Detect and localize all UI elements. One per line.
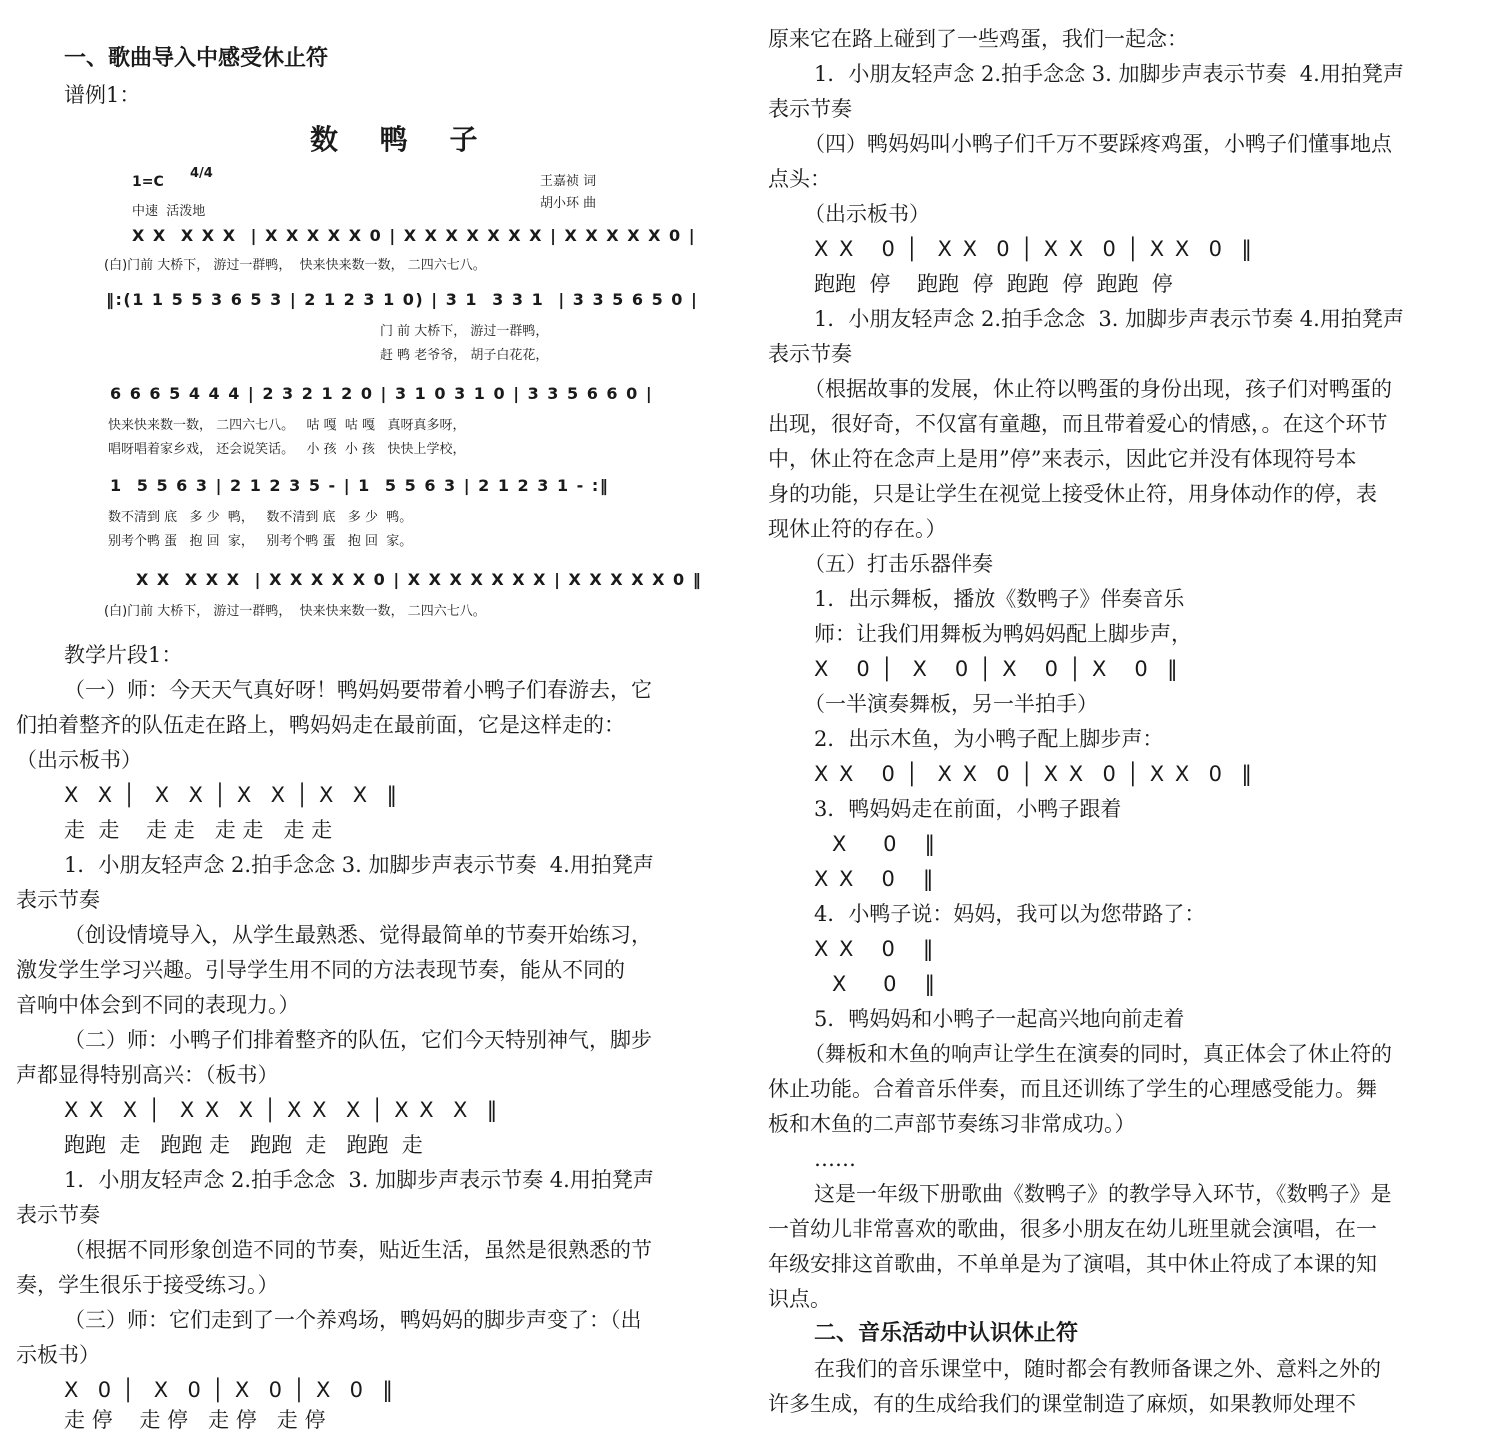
paragraph-line: 1．小朋友轻声念 2.拍手念念 3. 加脚步声表示节奏 4.用拍凳声 bbox=[814, 307, 1404, 331]
paragraph-line: （出示板书） bbox=[804, 202, 930, 226]
score-row-3-lyrics-b: 唱呀唱着家乡戏， 还会说笑话。 小 孩 小 孩 快快上学校， bbox=[108, 442, 466, 457]
paragraph-line: （一半演奏舞板，另一半拍手） bbox=[804, 692, 1098, 716]
paragraph-line: 2．出示木鱼，为小鸭子配上脚步声： bbox=[814, 727, 1164, 751]
score-lyricist: 王嘉祯 词 bbox=[540, 174, 597, 189]
paragraph-line: （五）打击乐器伴奏 bbox=[804, 552, 993, 576]
score-row-4-lyrics-b: 别考个鸭 蛋 抱 回 家， 别考个鸭 蛋 抱 回 家。 bbox=[108, 534, 413, 549]
paragraph-line: （舞板和木鱼的响声让学生在演奏的同时，真正体会了休止符的 bbox=[804, 1042, 1392, 1066]
paragraph-line: 出现，很好奇，不仅富有童趣，而且带着爱心的情感，。在这个环节 bbox=[768, 412, 1388, 436]
example-label: 谱例1： bbox=[64, 83, 141, 107]
paragraph-line: 一首幼儿非常喜欢的歌曲，很多小朋友在幼儿班里就会演唱，在一 bbox=[768, 1217, 1377, 1241]
paragraph-line: 身的功能，只是让学生在视觉上接受休止符，用身体动作的停，表 bbox=[768, 482, 1377, 506]
score-row-2-notes: ‖:(1 1 5 5 3 6 5 3 | 2 1 2 3 1 0) | 3 1 3 3 1 | 3 3 5 6 5 0 | bbox=[106, 290, 699, 309]
paragraph-line: 音响中体会到不同的表现力。） bbox=[16, 993, 300, 1017]
paragraph-line: 1．小朋友轻声念 2.拍手念念 3. 加脚步声表示节奏 4.用拍凳声 bbox=[814, 62, 1404, 86]
rhythm-line: X 0 ‖ bbox=[832, 972, 937, 996]
paragraph-line: （三）师：它们走到了一个养鸡场，鸭妈妈的脚步声变了：（出 bbox=[64, 1308, 642, 1332]
paragraph-line: 奏，学生很乐于接受练习。） bbox=[16, 1273, 279, 1297]
paragraph-line: 激发学生学习兴趣。引导学生用不同的方法表现节奏，能从不同的 bbox=[16, 958, 625, 982]
paragraph-line: （一）师：今天天气真好呀！鸭妈妈要带着小鸭子们春游去，它 bbox=[64, 678, 652, 702]
rhythm-words: 跑跑 走 跑跑 走 跑跑 走 跑跑 走 bbox=[64, 1133, 423, 1157]
paragraph-line: 中，休止符在念声上是用”停”来表示，因此它并没有体现符号本 bbox=[768, 447, 1357, 471]
score-row-3-notes: 6 6 6 5 4 4 4 | 2 3 2 1 2 0 | 3 1 0 3 1 0 | 3 3 5 6 6 0 | bbox=[110, 384, 654, 403]
rhythm-words: 走 走 走 走 走 走 走 走 bbox=[64, 818, 333, 842]
paragraph-line: 4．小鸭子说：妈妈，我可以为您带路了： bbox=[814, 902, 1206, 926]
rhythm-line: X X 0 │ X X 0 │ X X 0 │ X X 0 ‖ bbox=[814, 237, 1254, 261]
paragraph-line: 在我们的音乐课堂中，随时都会有教师备课之外、意料之外的 bbox=[814, 1357, 1381, 1381]
paragraph-line: 休止功能。合着音乐伴奏，而且还训练了学生的心理感受能力。舞 bbox=[768, 1077, 1377, 1101]
paragraph-line: （根据故事的发展，休止符以鸭蛋的身份出现，孩子们对鸭蛋的 bbox=[804, 377, 1392, 401]
paragraph-line: 表示节奏 bbox=[768, 97, 852, 121]
score-tempo: 中速 活泼地 bbox=[132, 204, 206, 219]
paragraph-line: （根据不同形象创造不同的节奏，贴近生活，虽然是很熟悉的节 bbox=[64, 1238, 652, 1262]
section-heading-2: 二、音乐活动中认识休止符 bbox=[814, 1321, 1079, 1346]
rhythm-words: 跑跑 停 跑跑 停 跑跑 停 跑跑 停 bbox=[814, 272, 1173, 296]
paragraph-line: 5．鸭妈妈和小鸭子一起高兴地向前走着 bbox=[814, 1007, 1185, 1031]
score-title: 数 鸭 子 bbox=[310, 123, 494, 156]
ellipsis: …… bbox=[814, 1147, 856, 1171]
paragraph-line: 表示节奏 bbox=[16, 1203, 100, 1227]
paragraph-line: 板和木鱼的二声部节奏练习非常成功。） bbox=[768, 1112, 1136, 1136]
score-composer: 胡小环 曲 bbox=[540, 196, 597, 211]
score-row-4-notes: 1 5 5 6 3 | 2 1 2 3 5 - | 1 5 5 6 3 | 2 1 2 3 1 - :‖ bbox=[110, 476, 610, 495]
rhythm-line: X X 0 │ X X 0 │ X X 0 │ X X 0 ‖ bbox=[814, 762, 1254, 786]
rhythm-words: 走 停 走 停 走 停 走 停 bbox=[64, 1408, 326, 1432]
rhythm-line: X 0 │ X 0 │ X 0 │ X 0 ‖ bbox=[814, 657, 1180, 681]
paragraph-line: 识点。 bbox=[768, 1287, 831, 1311]
paragraph-line: 声都显得特别高兴：（板书） bbox=[16, 1063, 279, 1087]
paragraph-line: （二）师：小鸭子们排着整齐的队伍，它们今天特别神气，脚步 bbox=[64, 1028, 652, 1052]
paragraph-line: 们拍着整齐的队伍走在路上，鸭妈妈走在最前面，它是这样走的： bbox=[16, 713, 625, 737]
score-row-1-notes: X X X X X | X X X X X 0 | X X X X X X X | X X X X X 0 | bbox=[132, 226, 697, 245]
section-heading-1: 一、歌曲导入中感受休止符 bbox=[64, 46, 329, 71]
paragraph-line: （出示板书） bbox=[16, 748, 142, 772]
paragraph-line: （四）鸭妈妈叫小鸭子们千万不要踩疼鸡蛋，小鸭子们懂事地点 bbox=[804, 132, 1392, 156]
paragraph-line: 现休止符的存在。） bbox=[768, 517, 947, 541]
paragraph-line: 点头： bbox=[768, 167, 831, 191]
score-row-5-notes: X X X X X | X X X X X 0 | X X X X X X X | X X X X X 0 ‖ bbox=[136, 570, 703, 589]
rhythm-line: X 0 ‖ bbox=[832, 832, 937, 856]
rhythm-line: X X 0 ‖ bbox=[814, 867, 936, 891]
score-time-signature: 4/4 bbox=[190, 166, 213, 181]
rhythm-line: X X 0 ‖ bbox=[814, 937, 936, 961]
paragraph-line: 示板书） bbox=[16, 1343, 100, 1367]
paragraph-line: 1．出示舞板，播放《数鸭子》伴奏音乐 bbox=[814, 587, 1185, 611]
paragraph-line: 表示节奏 bbox=[16, 888, 100, 912]
score-row-1-lyrics: (白)门前 大桥下， 游过一群鸭， 快来快来数一数， 二四六七八。 bbox=[104, 258, 486, 273]
paragraph-line: 这是一年级下册歌曲《数鸭子》的教学导入环节，《数鸭子》是 bbox=[814, 1182, 1392, 1206]
paragraph-line: 3．鸭妈妈走在前面，小鸭子跟着 bbox=[814, 797, 1122, 821]
paragraph-line: 年级安排这首歌曲，不单单是为了演唱，其中休止符成了本课的知 bbox=[768, 1252, 1377, 1276]
paragraph-line: 原来它在路上碰到了一些鸡蛋，我们一起念： bbox=[768, 27, 1188, 51]
paragraph-line: 1．小朋友轻声念 2.拍手念念 3. 加脚步声表示节奏 4.用拍凳声 bbox=[64, 853, 654, 877]
paragraph-line: （创设情境导入，从学生最熟悉、觉得最简单的节奏开始练习， bbox=[64, 923, 652, 947]
rhythm-line: X X X │ X X X │ X X X │ X X X ‖ bbox=[64, 1098, 500, 1122]
score-row-4-lyrics-a: 数不清到 底 多 少 鸭， 数不清到 底 多 少 鸭。 bbox=[108, 510, 413, 525]
score-row-3-lyrics-a: 快来快来数一数， 二四六七八。 咕 嘎 咕 嘎 真呀真多呀， bbox=[108, 418, 466, 433]
score-row-2-lyrics-b: 赶 鸭 老爷爷， 胡子白花花， bbox=[380, 348, 549, 363]
score-key: 1=C bbox=[132, 174, 164, 190]
score-row-2-lyrics-a: 门 前 大桥下， 游过一群鸭， bbox=[380, 324, 549, 339]
rhythm-line: X 0 │ X 0 │ X 0 │ X 0 ‖ bbox=[64, 1378, 395, 1402]
rhythm-line: X X │ X X │ X X │ X X ‖ bbox=[64, 783, 399, 807]
paragraph-line: 师：让我们用舞板为鸭妈妈配上脚步声， bbox=[814, 622, 1192, 646]
teaching-fragment-label: 教学片段1： bbox=[64, 643, 183, 667]
score-row-5-lyrics: (白)门前 大桥下， 游过一群鸭， 快来快来数一数， 二四六七八。 bbox=[104, 604, 486, 619]
paragraph-line: 许多生成，有的生成给我们的课堂制造了麻烦，如果教师处理不 bbox=[768, 1392, 1356, 1416]
paragraph-line: 1．小朋友轻声念 2.拍手念念 3. 加脚步声表示节奏 4.用拍凳声 bbox=[64, 1168, 654, 1192]
music-score bbox=[100, 118, 703, 634]
paragraph-line: 表示节奏 bbox=[768, 342, 852, 366]
